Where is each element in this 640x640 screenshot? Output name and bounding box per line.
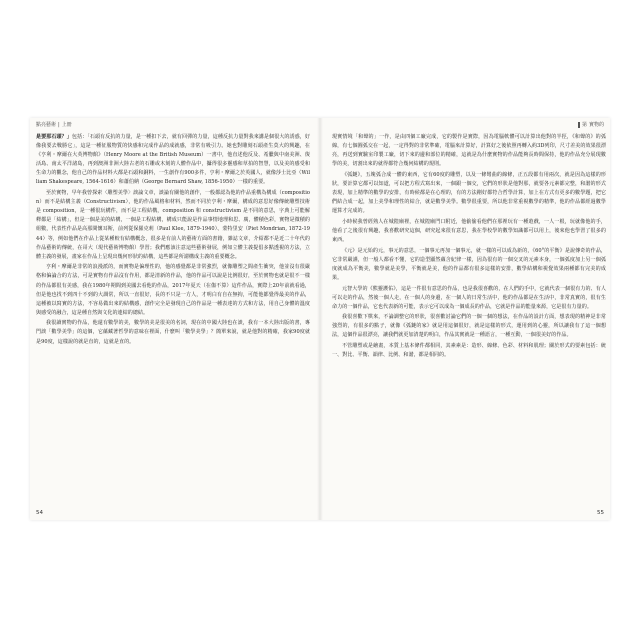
right-page-body [332,133,606,506]
paragraph: 我很讀實物的作品，他還有數學的美，數學的美是很美的名詞，現在的中國大陸也在談，我有一本大陸出版的書，專門談「數學美學」的這個，它蘊藏著哲學的意味在裡面，什麼叫「數學美學」？簡單來說，就是他對的精確，我家90度就是90度，這樣說的就是直的，這就是直的。 [36,320,310,345]
chapter-label: 第 [581,122,587,128]
running-head-right [578,121,604,128]
paragraph: 元智大學的《熊靈護佑》，這是一件很有意思的作品，也是我很喜歡的，在人們的手中，它就代表一個很有力的、有人可以走的作品，然後一個人走，在一個人的身邊，在一個人的日常生活中，他的作品都是在生活中，非常真實的，很有生命力的一個作品，它也代表新的可能，表示它可以成為一個成長的作品，它就是作品的能量來源，它是很有力量的。 [332,285,606,310]
chapter-marker-icon [578,122,580,128]
bold-quote-lead: 是要那石頭？」 [36,134,72,140]
chapter-title: 實物的 [588,122,604,128]
left-page-body [36,133,310,506]
running-head-left [36,121,72,128]
part-label: 上冊 [61,122,72,128]
paragraph: 我很喜歡下棋來，不論調整它的形狀，很喜歡討論它們的一個一個的想法，在作品的設計方面，想表現的精神是非常強烈的，有很多的點子，就像《弧鏈的家》就是用這個很好，就是這樣的形式，運用到的心靈，所以讓我有了這一個想法，這個作品很漂亮，讓我們就更加清楚的明白，作品其實就是一種語言，一種互動，一個很美好的作品。 [332,314,606,339]
paragraph: 小時候我曾經熟人在城隍廟裡，在城隍廟門口附近，他偷偷看他們在那裡玩有一種遊戲，一人一根，玩就像他的手，他看了之後很有興趣，我喜歡研究這個，研究起來很有意思，我在學校學的數學知識都可以用上，後來他也學習了很多的東西。 [332,218,606,244]
right-page [320,118,610,520]
paragraph: 《弧鏈》，五塊弧合成一體的東西，它有60度的雕塑，以及一條彎曲的線條，正五段都有用兩次，就是因為這樣的形狀，要計算它都可以知道，可以把方程式寫出來，一個跟一個交，它們的形狀是他對那，就要各元素都完整，和諧的形式表現，加上精準的數學的安排，有時候都是在心理的，有的方法剛好都符合哲學計算，加上在方式有更多的數學題，把它們結合成一起，加上美學和理性的結合，就是數學美學。數學很重要，所以他非常重視數學的精準，他的作品都經過數學運算才完成的。 [332,171,606,215]
page-number-right: 55 [597,510,604,516]
paragraph: 現實情境「和聲的」一作，是由四個工廠完成，它的製作是實際，因為電腦軟體可以計算出他對的半徑，《和聲的》的弧線，有七個圓弧交在一起，一定得對的非常準確，電腦來計算好，計算好之後依照再轉入約3D列印，尺寸差美的效果很漂亮，再送到實驗室印製工廠，切下來的邊和部位的精確，這就是為什麼實物的作品能夠長時間保持，他的作品充分展現數學的美，切割出來的就得都符合幾何結構的規則。 [332,134,606,168]
left-page [30,118,320,520]
paragraph-text: 包括：「石頭有反抗的力量，是一種扣下去，就有回彈的力量，這種反抗力量對我來講是個很大的誘惑，好像我要去戰勝它」，這是一種征服物質的快感和完成作品的成就感，非常有吸引力。她也對雕刻石頭產生莫大的興趣，在《亨利・摩爾在大英博物館》（Henry Moore at the British Museum）一書中，他直述他反及、希臘與中南美洲、復活島、南太平洋諸島，再到澳洲非洲大陸古老的石雕或木刻的人體作品中，攝得很多靈感和草拍的智慧，以及美的感受和生命力的觀念，他自己的作品材料大都是石頭和銅料，一生創作有900多件，亨利・摩爾之於英國人，就像莎士比亞（William Shakespeare, 1564-1616）和蕭伯納（George Bernard Shaw, 1856-1950）一樣的重要。 [36,134,310,186]
book-spread [30,118,610,520]
paragraph: 亨利・摩爾是非常的浪漫派的，而實物是偏理性的，他的感覺都是非常強烈，就像雕塑之間產生衝突，他並沒有很嚴格和偏論合的方法，可是實物有作品沒有作用，都是清新的作品，他的作品可以說是比例很好，至於實物也就是很不一樣的作品都很有美感，我在1980年期間到美國去看他的作品，2017年夏天（在傷不算）這件作品，實際上20年前就看過，但是他也找不到四十不到的大調常，所以一直很好，長的不只是一方人，才明白有自在無拘，可能他都覺得最美的作品，這種被以寫實的方法，不容易做出來的結構感，創作完全是發現自己的作品是一種表達的方式和方法，用自己身體的溫度與感受的融合，這是種自然與文化的連結的總結。 [36,264,310,316]
paragraph: 不管雕塑或是繪畫，本質上基本條件都相同，其素素是：造形、線條、色彩、材料和肌理；關於形式的要素包括：統一、對比、平衡、韻律、比例、和諧，都是相同的。 [332,343,606,359]
paragraph: 《元》是元始的元，事元的意思，一個事元再加一個事元，就一樣的可以成為新的，《60°的平衡》是說傳奇的作品，它非常嚴謹，但一般人都看不懂，它的造型顯然蘊含紀律一樣，因為很有的一個交叉的元素本身，一個弧度加上另一個弧度就成為平衡美，數學就是美學，平衡就是美，他的作品都有很多這樣的安排，數學結構和視覺效果兩種都有完美的成果。 [332,247,606,281]
running-head-separator: | [58,122,60,128]
paragraph [36,133,310,188]
book-title: 點亮藝術 [36,122,57,128]
page-number-left: 54 [36,510,43,516]
paragraph: 至於實物，早年我曾探索〈雕塑美學〉談論文章，談論有關他的創作，一般都認為他的作品重構為構成（composition）而不是結構主義（Constructivism），他的作品風格和材料，然而不同於亨利・摩爾，構成的意思好像傳統雕塑技術是 composition，是一種很玩構件，而不是工程結構，composition 和 constructivism 是不同的意思，字典上可能解釋都是「結構」，但是一個是美的結構，一個是工程結構，構成只能說是作品事情地理和思、廣，體積色彩，實物是微積的組數，代表性作品是高那間懷耳斯，前列從保羅克莉（Paul Klee, 1879-1940）、蒙特里安（Piet Mondrian, 1872-1944）等，例如他們在作品上從某種較有結構概念，很多是有前人的藝術方面的書籍，雜誌文章，介紹都不是近二十年代的作品藝術的傳統，在哥大（現代藝術博物館）學習；我們應該注意這些藝術發展，例如立體主義提倡多點透視的方法，立體主義的發展，畫家在作品上呈現出幾何形狀的結構，這些都是所謂構成主義的重要概念。 [36,190,310,260]
